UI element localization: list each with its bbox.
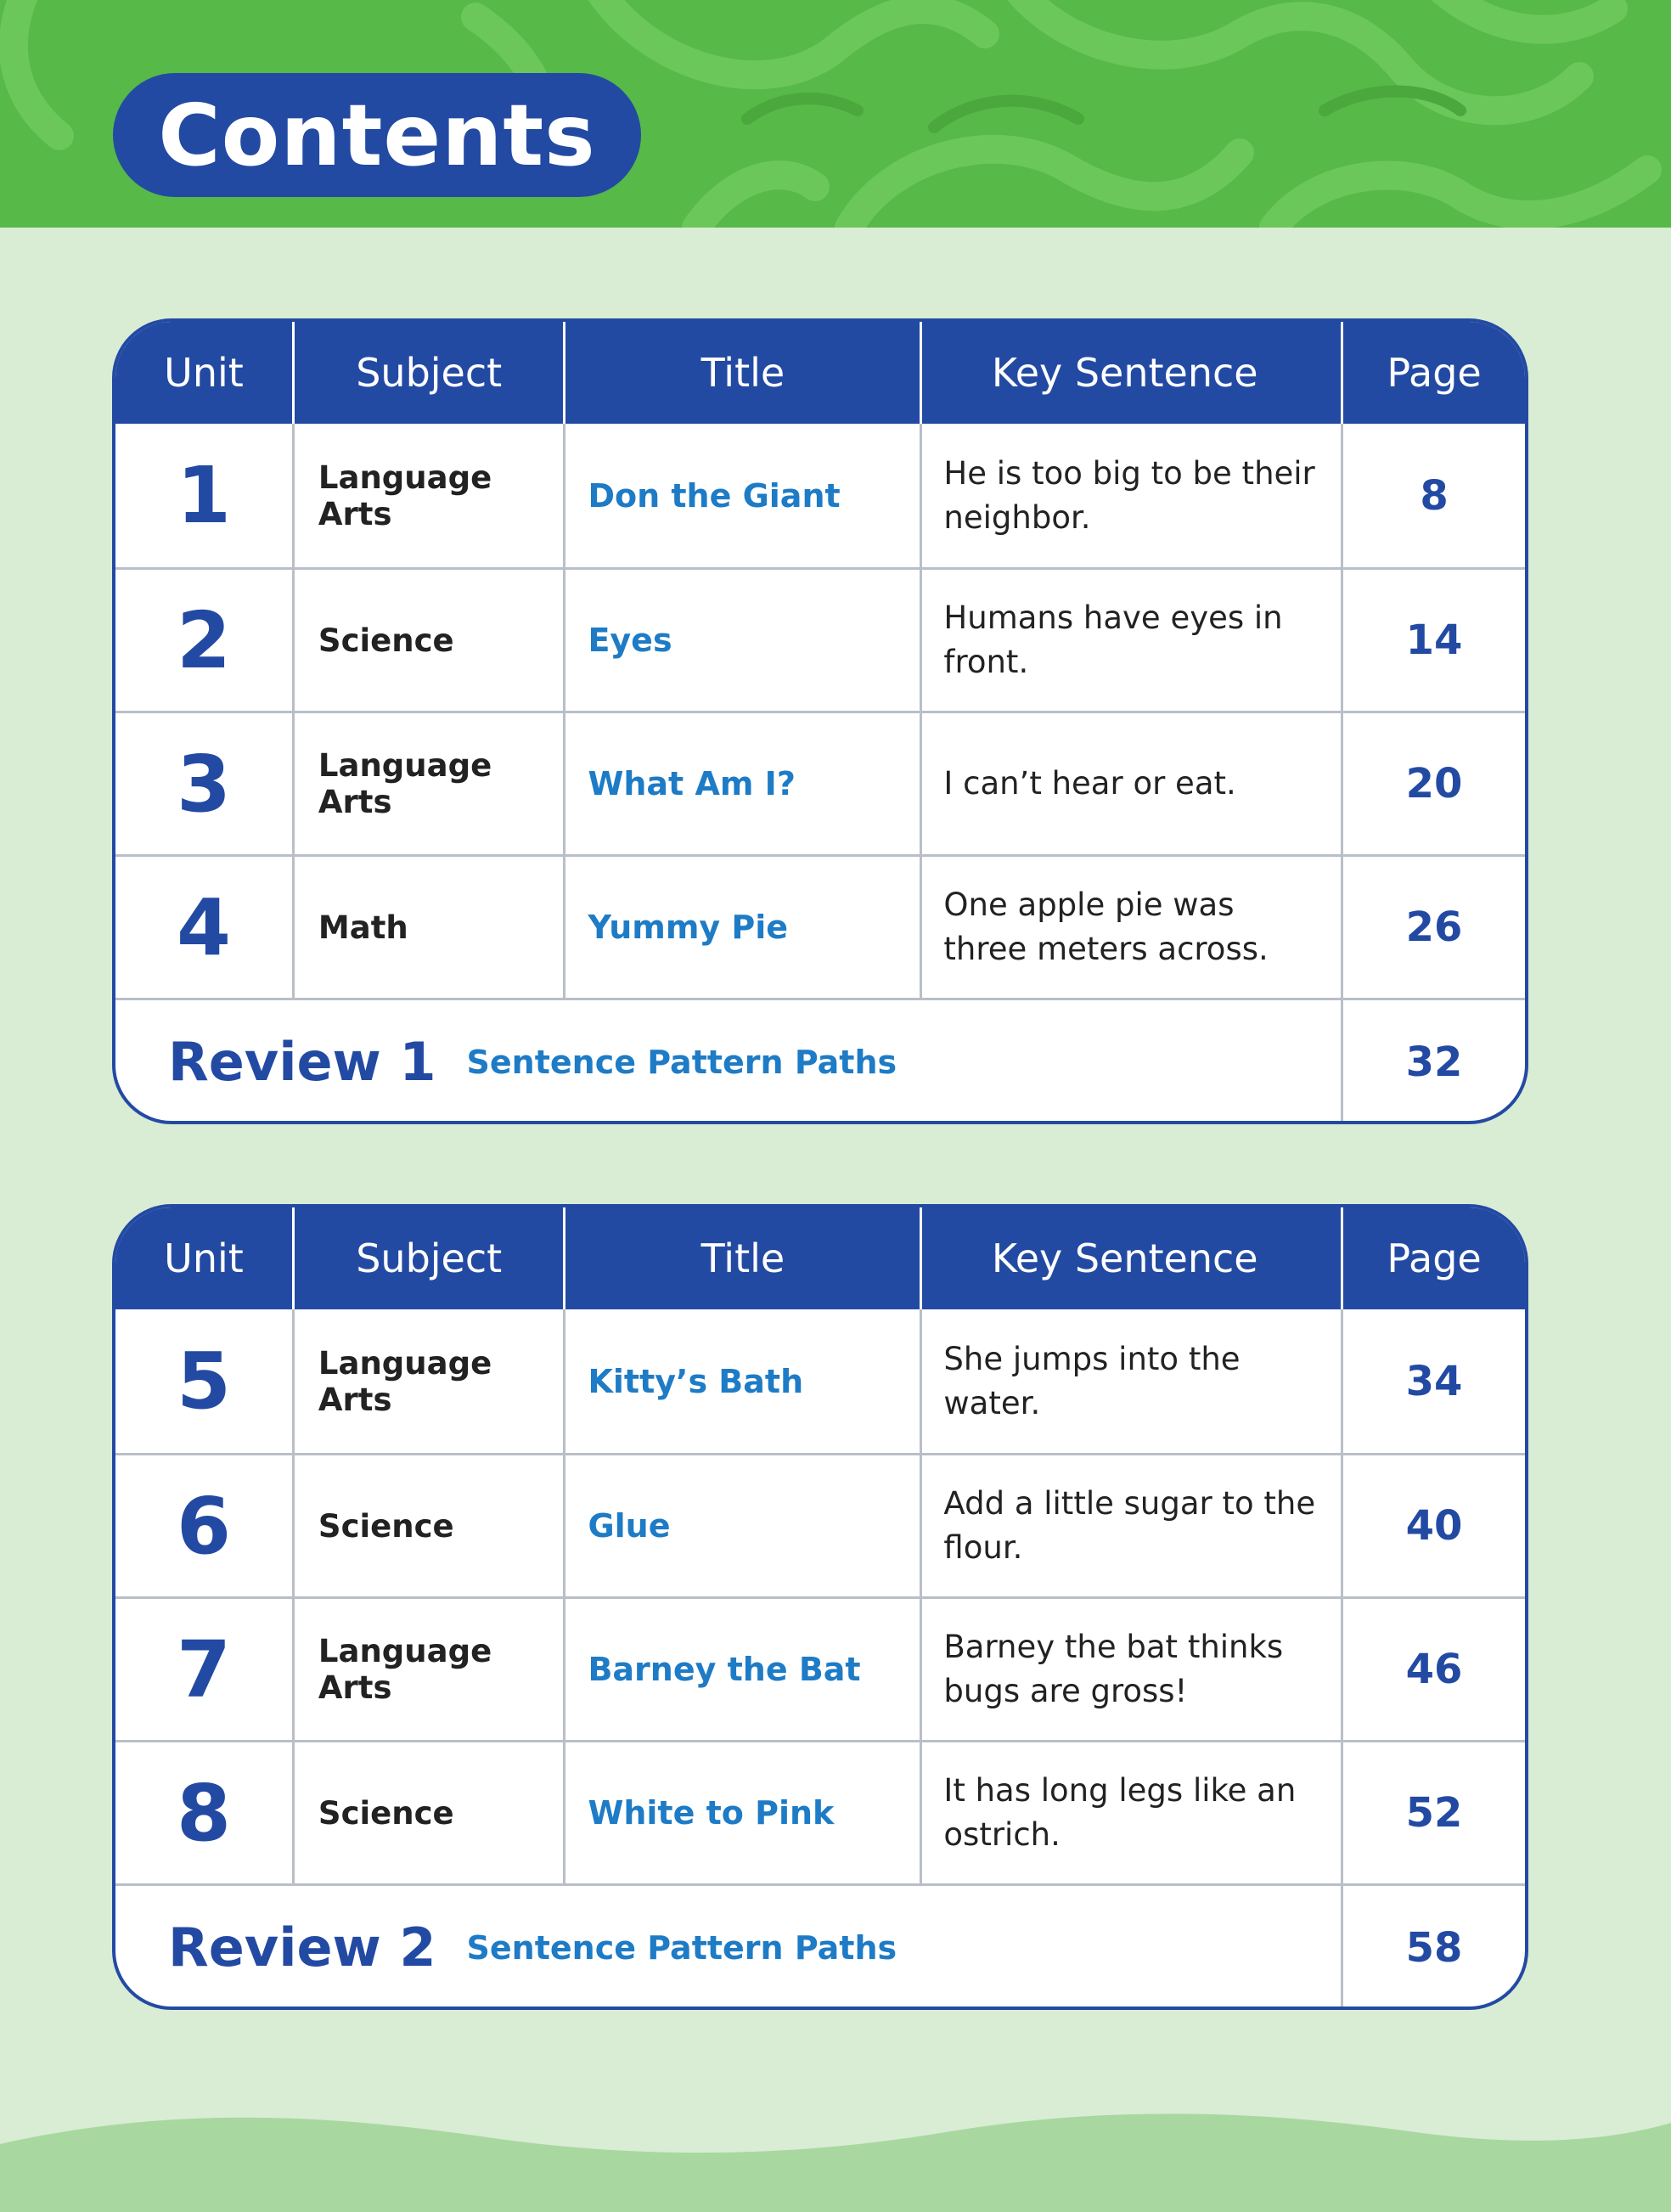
page-number: 8 [1420,471,1449,520]
unit-subject: Language Arts [318,1344,492,1418]
unit-number: 8 [176,1767,231,1859]
review-label: Review 1 [168,1031,436,1093]
page-number: 46 [1405,1646,1463,1693]
unit-subject: Language Arts [318,459,492,532]
key-sentence: She jumps into the water. [943,1340,1241,1421]
unit-title-link[interactable]: Eyes [588,622,672,659]
key-sentence: He is too big to be their neighbor. [943,454,1315,536]
page-title: Contents [158,85,596,185]
column-header-page: Page [1387,350,1482,396]
unit-subject: Language Arts [318,1633,492,1706]
table-header [115,1207,1525,1309]
unit-number: 6 [176,1480,231,1572]
column-header-title: Title [565,322,922,424]
table-row[interactable] [115,854,1525,998]
table-row[interactable] [115,1596,1525,1740]
key-sentence: One apple pie was three meters across. [943,886,1269,967]
contents-table-1 [112,318,1528,1124]
unit-subject: Math [318,909,408,946]
unit-title-link[interactable]: Barney the Bat [588,1651,861,1688]
contents-table-2 [112,1204,1528,2010]
unit-subject: Language Arts [318,747,492,820]
unit-number: 1 [176,450,231,541]
review-subtitle-link[interactable]: Sentence Pattern Paths [466,1043,897,1081]
unit-title-link[interactable]: What Am I? [588,765,796,802]
unit-title-link[interactable]: White to Pink [588,1794,835,1832]
column-header-key-sentence: Key Sentence [922,1207,1343,1309]
page-number: 40 [1405,1502,1463,1550]
column-header-title: Title [565,1207,922,1309]
unit-number: 4 [176,881,231,973]
unit-number: 5 [176,1336,231,1427]
review-row[interactable] [115,998,1525,1123]
unit-number: 3 [176,738,231,830]
key-sentence: Add a little sugar to the flour. [943,1485,1316,1566]
page-number: 34 [1405,1357,1463,1405]
unit-subject: Science [318,1507,454,1545]
page-number: 20 [1405,760,1463,808]
column-header-unit: Unit [115,322,295,424]
unit-title-link[interactable]: Glue [588,1507,671,1545]
table-row[interactable] [115,1309,1525,1453]
key-sentence: Barney the bat thinks bugs are gross! [943,1629,1284,1709]
page-number: 52 [1405,1789,1463,1837]
column-header-subject: Subject [295,1207,565,1309]
contents-title-pill [113,73,641,197]
unit-subject: Science [318,622,454,659]
page-number: 14 [1405,616,1463,664]
unit-number: 2 [176,594,231,686]
column-header-subject: Subject [295,322,565,424]
key-sentence: It has long legs like an ostrich. [943,1772,1297,1853]
table-row[interactable] [115,1453,1525,1596]
table-row[interactable] [115,567,1525,711]
review-row[interactable] [115,1883,1525,2009]
key-sentence: Humans have eyes in front. [943,599,1283,680]
table-row[interactable] [115,711,1525,854]
table-row[interactable] [115,424,1525,567]
page-number: 26 [1405,903,1463,951]
column-header-unit: Unit [115,1207,295,1309]
column-header-key-sentence: Key Sentence [922,322,1343,424]
page-number: 32 [1405,1038,1463,1086]
table-row[interactable] [115,1740,1525,1883]
unit-title-link[interactable]: Yummy Pie [588,909,789,946]
unit-number: 7 [176,1624,231,1715]
page-number: 58 [1405,1923,1463,1972]
review-subtitle-link[interactable]: Sentence Pattern Paths [466,1928,897,1967]
unit-title-link[interactable]: Don the Giant [588,476,841,515]
footer-wave [0,2106,1671,2212]
unit-title-link[interactable]: Kitty’s Bath [588,1362,804,1400]
table-header [115,322,1525,424]
unit-subject: Science [318,1794,454,1832]
column-header-page: Page [1387,1235,1482,1281]
review-label: Review 2 [168,1917,436,1978]
key-sentence: I can’t hear or eat. [943,765,1236,802]
header-banner [0,0,1671,228]
